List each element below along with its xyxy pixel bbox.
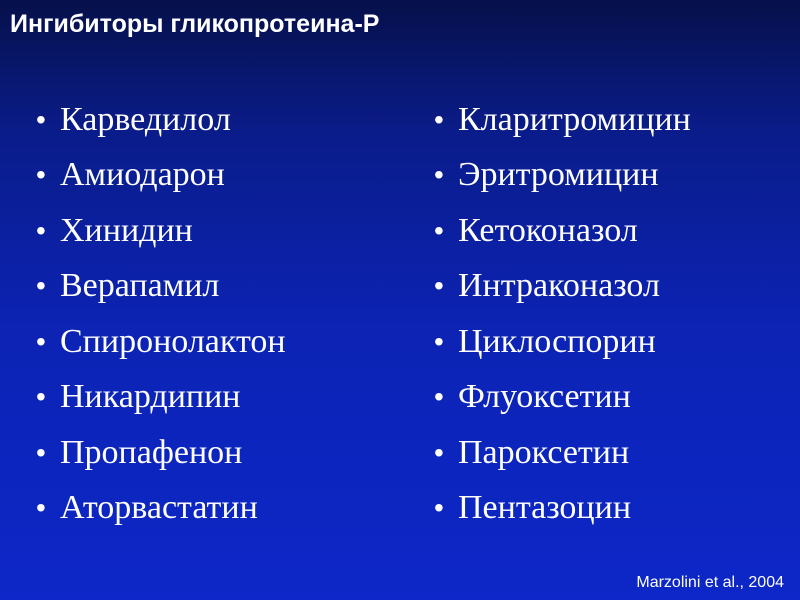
list-item: [36, 370, 286, 426]
bullet-icon: •: [36, 492, 46, 524]
drug-name: Амиодарон: [60, 156, 225, 194]
drug-name: Пентазоцин: [458, 489, 632, 527]
drug-list-left: [36, 92, 286, 536]
list-item: [36, 314, 286, 370]
list-item: [36, 425, 286, 481]
drug-name: Пропафенон: [60, 433, 243, 471]
bullet-icon: •: [36, 325, 46, 357]
list-item: [434, 425, 691, 481]
list-item: [36, 481, 286, 537]
list-item: [36, 92, 286, 148]
list-item: [434, 203, 691, 259]
list-item: [36, 203, 286, 259]
list-item: [434, 314, 691, 370]
bullet-icon: •: [434, 270, 444, 302]
drug-name: Верапамил: [60, 267, 220, 305]
bullet-icon: •: [434, 214, 444, 246]
list-item: [434, 259, 691, 315]
list-item: [36, 148, 286, 204]
bullet-icon: •: [434, 436, 444, 468]
drug-list-right: [434, 92, 691, 536]
drug-name: Кетоконазол: [458, 211, 638, 249]
list-item: [434, 481, 691, 537]
bullet-icon: •: [36, 214, 46, 246]
drug-name: Хинидин: [60, 211, 193, 249]
bullet-icon: •: [434, 492, 444, 524]
slide-title: Ингибиторы гликопротеина-Р: [10, 10, 380, 38]
drug-name: Никардипин: [60, 378, 241, 416]
bullet-icon: •: [36, 381, 46, 413]
bullet-icon: •: [434, 103, 444, 135]
drug-name: Кларитромицин: [458, 100, 691, 138]
list-item: [36, 259, 286, 315]
list-item: [434, 370, 691, 426]
drug-name: Флуоксетин: [458, 378, 631, 416]
bullet-icon: •: [36, 436, 46, 468]
drug-name: Спиронолактон: [60, 322, 286, 360]
drug-name: Аторвастатин: [60, 489, 258, 527]
list-item: [434, 92, 691, 148]
bullet-icon: •: [434, 325, 444, 357]
bullet-icon: •: [36, 270, 46, 302]
citation: Marzolini et al., 2004: [636, 574, 784, 591]
bullet-icon: •: [36, 103, 46, 135]
drug-name: Эритромицин: [458, 156, 659, 194]
drug-name: Карведилол: [60, 100, 231, 138]
bullet-icon: •: [36, 159, 46, 191]
drug-name: Циклоспорин: [458, 322, 656, 360]
bullet-icon: •: [434, 159, 444, 191]
list-item: [434, 148, 691, 204]
drug-name: Пароксетин: [458, 433, 630, 471]
bullet-icon: •: [434, 381, 444, 413]
drug-name: Интраконазол: [458, 267, 660, 305]
